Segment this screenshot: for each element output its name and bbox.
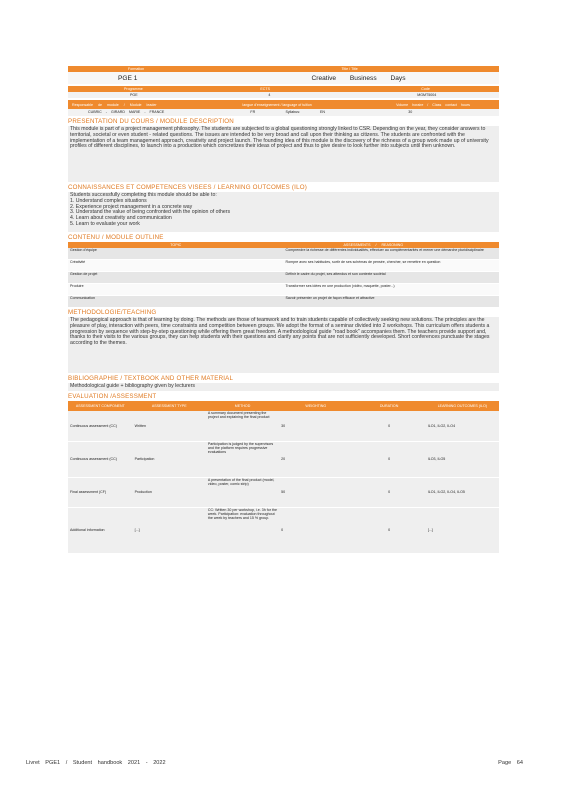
table-row — [68, 441, 499, 477]
eval-duration: 0 — [352, 507, 425, 553]
ilo-item: 3. Understand the value of being confronted with the opinion of others — [70, 209, 231, 216]
ilo-item: 2. Experience project management in a concrete way — [70, 203, 193, 210]
eval-duration: 0 — [352, 477, 425, 507]
eval-col-type: ASSESSMENT TYPE — [133, 401, 206, 411]
eval-type: [...] — [133, 507, 206, 553]
content-col-topic: TOPIC — [170, 243, 182, 247]
table-row — [68, 272, 499, 284]
eval-method: A summary document presenting the project and explaining the final product — [206, 411, 279, 441]
language-value: FR — [250, 110, 256, 115]
ilo-intro: Students successfully completing this module should be able to: — [70, 192, 217, 198]
programme-value: PGE — [130, 92, 138, 97]
responsable-header-bar — [68, 100, 499, 109]
content-title: CONTENU / MODULE OUTLINE — [68, 234, 164, 241]
content-topic: Gestion d'équipe — [68, 248, 284, 260]
ilo-title: CONNAISSANCES ET COMPETENCES VISEES / LEARNING OUTCOMES (ILO) — [68, 184, 308, 191]
presentation-title: PRESENTATION DU COURS / MODULE DESCRIPTION — [68, 118, 234, 125]
table-row — [68, 260, 499, 272]
table-row — [68, 284, 499, 296]
eval-ilo: ILO3, ILO5 — [426, 441, 499, 477]
presentation-text: This module is part of a project management philosophy. The students are subjected to a global questioning strongly linked to CSR. Depending on the year, they consider answers to territorial, societal or even student - related questions. The issues are intended to be very broad and call upon their thinking as citizens. The students are confronted with the implementation of a team management approach, creativity and project launch. The founding idea of this module is the discovery of the richness of a group work made up of university profiles of different disciplines, to launch into a production which concretizes their ideas of project and thus to give desire to look further into subjects until then unknown. — [68, 126, 499, 182]
syllabus-value: EN — [319, 110, 325, 115]
eval-col-ilo: LEARNING OUTCOMES (ILO) — [426, 401, 499, 411]
eval-col-weighting: WEIGHTING — [279, 401, 352, 411]
eval-method: CC: Written 30 per workshop, i.e. 3h for the week. Participation: evaluation throughout the week by teachers and 15 % group. — [206, 507, 279, 553]
programme-value-row — [68, 92, 499, 98]
content-desc: Rompre avec ses habitudes, sortir de ses schémas de pensée, chercher, se remettre en question — [284, 260, 500, 272]
ilo-box — [68, 192, 499, 232]
page-number: Page 64 — [498, 760, 523, 766]
eval-component: Continuous assessment (CC) — [68, 411, 133, 441]
content-desc: Comprendre la richesse de différentes individualités, effectuer au complémentarités et mener une démarche pluridisciplinaire — [284, 248, 500, 260]
content-col-assessments: ASSESSMENTS / REASONING — [343, 243, 404, 247]
content-table — [68, 248, 499, 308]
content-topic: Gestion de projet — [68, 272, 284, 284]
handbook-page — [68, 66, 499, 554]
eval-component: Additional information — [68, 507, 133, 553]
language-label: langue d'enseignement / language of tuition — [242, 102, 312, 107]
formation-value: PGE 1 — [118, 74, 138, 82]
eval-ilo: ILO1, ILO2, ILO4 — [426, 411, 499, 441]
programme-label: Programme — [124, 87, 143, 91]
code-value: MGMT5004 — [417, 92, 437, 97]
eval-method: Participation is judged by the supervisors and the platform requires progressive evaluations — [206, 441, 279, 477]
eval-duration: 0 — [352, 411, 425, 441]
eval-col-duration: DURATION — [352, 401, 425, 411]
eval-col-component: ASSESSMENT COMPONENT — [68, 401, 133, 411]
table-row — [68, 248, 499, 260]
volume-label: Volume horaire / Class contact hours — [396, 102, 470, 107]
syllabus-label: Syllabus: — [285, 110, 301, 115]
footer-left: Livret PGE1 / Student handbook 2021 - 2022 — [26, 760, 166, 766]
content-topic: Produire — [68, 284, 284, 296]
ilo-item: 1. Understand complex situations — [70, 197, 147, 204]
eval-weighting: 0 — [279, 507, 352, 553]
eval-weighting: 50 — [279, 477, 352, 507]
eval-duration: 0 — [352, 441, 425, 477]
ilo-item: 4. Learn about creativity and communication — [70, 215, 172, 222]
eval-type: Production — [133, 477, 206, 507]
eval-component: Final assessment (CF) — [68, 477, 133, 507]
responsable-label: Responsable de module / Module leader — [72, 102, 157, 107]
eval-type: Written — [133, 411, 206, 441]
page-footer — [26, 760, 523, 766]
eval-ilo: ILO1, ILO2, ILO4, ILO5 — [426, 477, 499, 507]
responsable-value-row — [68, 109, 499, 116]
biblio-title: BIBLIOGRAPHIE / TEXTBOOK AND OTHER MATERIAL — [68, 375, 234, 382]
eval-component: Continuous assessment (CC) — [68, 441, 133, 477]
table-row — [68, 477, 499, 507]
eval-type: Participation — [133, 441, 206, 477]
ilo-item: 5. Learn to evaluate your work — [70, 220, 140, 227]
eval-col-method: METHOD — [206, 401, 279, 411]
content-topic: Créativité — [68, 260, 284, 272]
content-desc: Définir le cadre du projet, ses attendus et son contexte sociétal — [284, 272, 500, 284]
eval-method: A presentation of the final product (model, video, poster, comic strip) — [206, 477, 279, 507]
eval-weighting: 20 — [279, 441, 352, 477]
content-topic: Communication — [68, 296, 284, 308]
method-text: The pedagogical approach is that of learning by doing. The methods are those of teamwork and to train students capable of collectively seeking new solutions. The principles are the pleasure of play, interaction with peers, time constraints and competition between groups. We adopt the format of a seminar divided into 2 workshops. This curriculum offers students a progression by sequence with step-by-step questioning while offering them great freedom. A methodological guide "road book" accompanies them. The teachers provide support and, thanks to their visits to the various groups, they can help students with their questions and clarify any points that are not sufficiently developed. Short conferences punctuate the stages according to the themes. — [68, 317, 499, 373]
biblio-text: Methodological guide + bibliography given by lecturers — [68, 383, 499, 391]
content-desc: Transformer ses idées en une production (vidéo, maquette, poster...) — [284, 284, 500, 296]
eval-weighting: 30 — [279, 411, 352, 441]
content-desc: Savoir présenter un projet de façon efficace et attractive — [284, 296, 500, 308]
table-row — [68, 296, 499, 308]
course-title: Creative Business Days — [311, 74, 406, 82]
eval-header-row — [68, 401, 499, 411]
eval-title: EVALUATION /ASSESSMENT — [68, 393, 157, 400]
evaluation-table — [68, 401, 499, 554]
volume-value: 30 — [408, 110, 413, 115]
responsable-value: CUBRIC - GIRARD MARIE - FRANCE — [88, 110, 165, 115]
title-label: Title / Title — [341, 67, 358, 71]
formation-value-row — [68, 72, 499, 84]
ects-label: ECTS — [260, 87, 270, 91]
method-title: METHODOLOGIE/TEACHING — [68, 309, 157, 316]
table-row — [68, 507, 499, 553]
table-row — [68, 411, 499, 441]
code-label: Code — [421, 87, 430, 91]
ects-value: 4 — [268, 92, 271, 97]
formation-label: Formation — [128, 67, 145, 71]
eval-ilo: [...] — [426, 507, 499, 553]
